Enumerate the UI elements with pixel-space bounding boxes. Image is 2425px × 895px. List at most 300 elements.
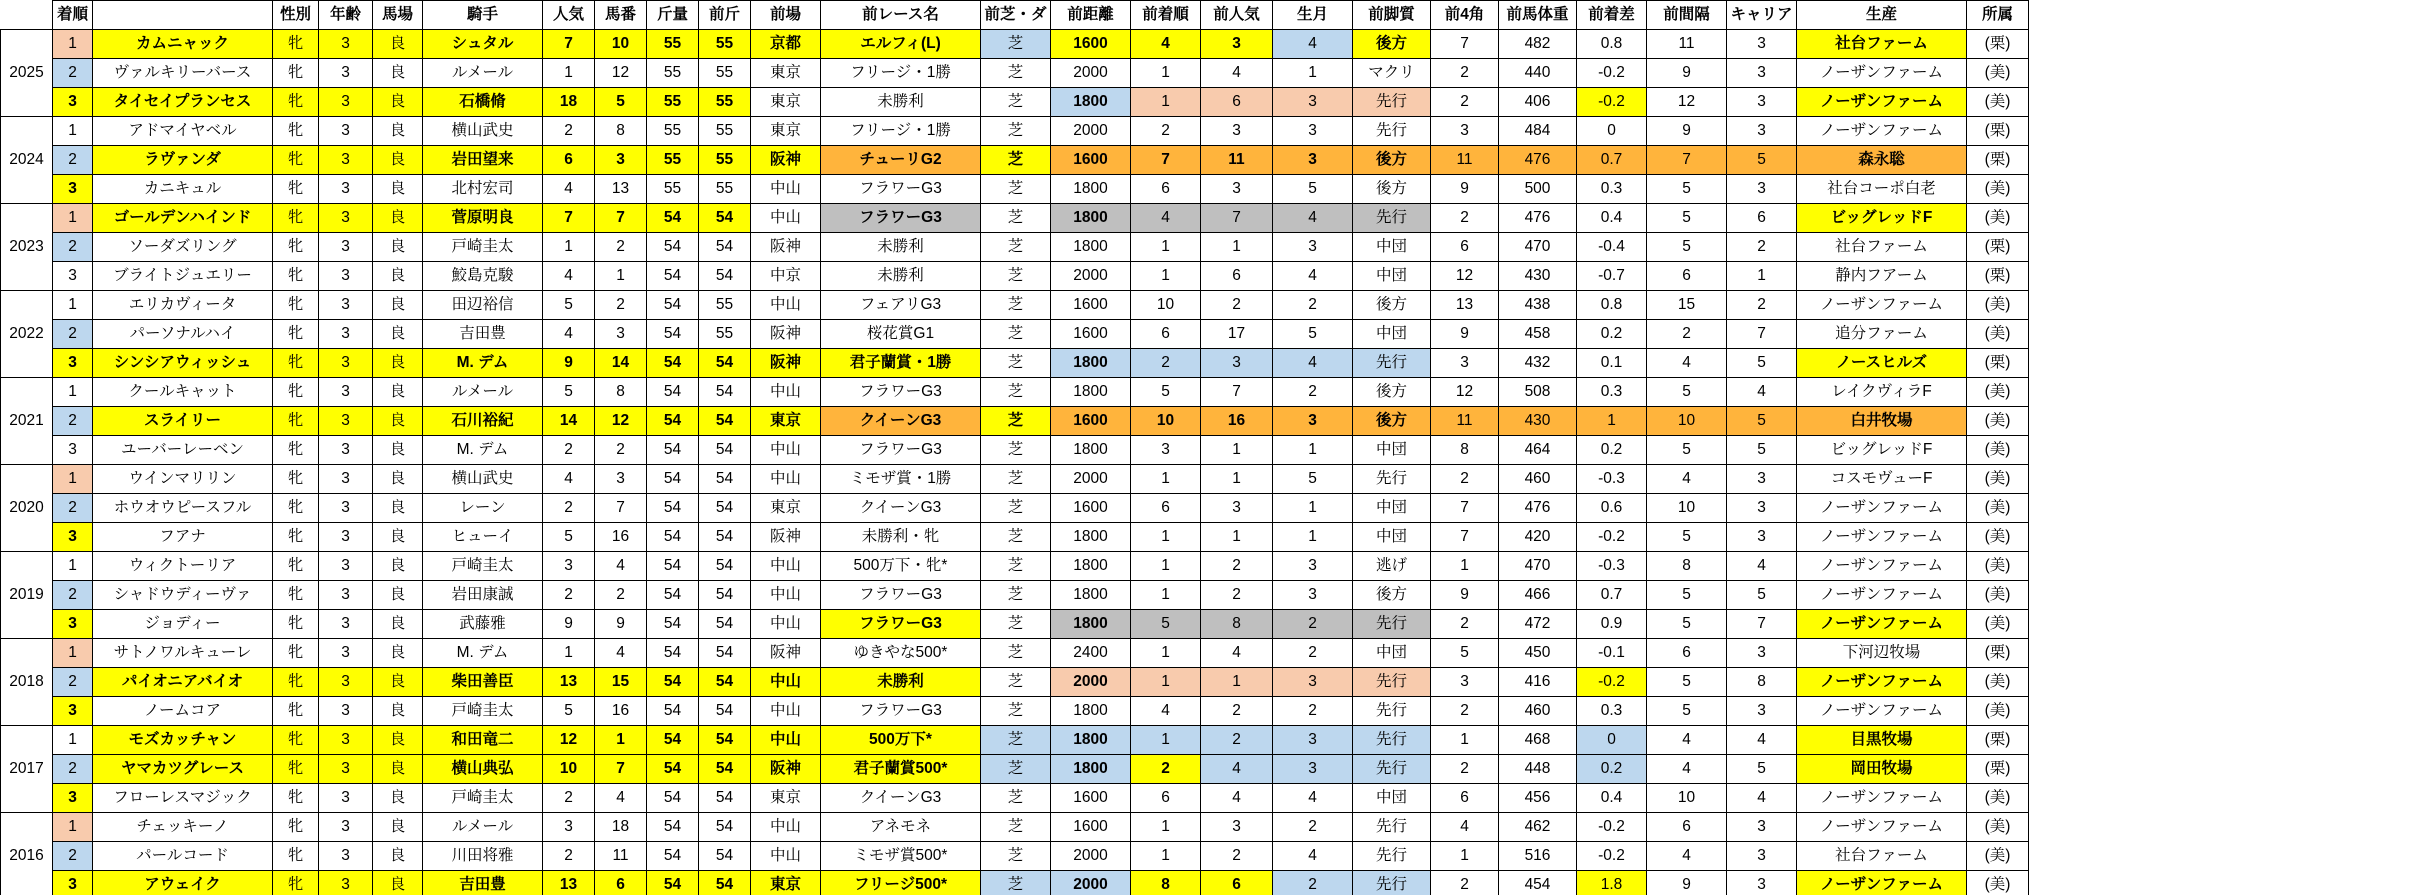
cell-horse-name: アドマイヤベル	[93, 117, 273, 146]
cell-popularity: 9	[543, 610, 595, 639]
cell-stable: (美)	[1967, 842, 2029, 871]
cell-prev-finish: 2	[1131, 755, 1201, 784]
table-row[interactable]	[1, 784, 2029, 813]
cell-prev-running-style: 後方	[1353, 175, 1431, 204]
cell-jockey: 岩田康誠	[423, 581, 543, 610]
cell-prev-venue: 京都	[751, 30, 821, 59]
cell-prev-corner4: 2	[1431, 755, 1499, 784]
table-row[interactable]	[1, 523, 2029, 552]
cell-horse-name: シンシアウィッシュ	[93, 349, 273, 378]
cell-prev-margin: -0.3	[1577, 552, 1647, 581]
table-row[interactable]	[1, 146, 2029, 175]
cell-prev-weight-carried: 54	[699, 784, 751, 813]
cell-stable: (美)	[1967, 320, 2029, 349]
table-row[interactable]	[1, 436, 2029, 465]
cell-baba: 良	[373, 697, 423, 726]
cell-jockey: 田辺裕信	[423, 291, 543, 320]
cell-prev-corner4: 11	[1431, 407, 1499, 436]
table-row[interactable]	[1, 233, 2029, 262]
cell-breeder: 社台コーポ白老	[1797, 175, 1967, 204]
cell-career: 3	[1727, 59, 1797, 88]
cell-rank: 3	[53, 175, 93, 204]
table-row[interactable]	[1, 349, 2029, 378]
cell-age: 3	[319, 552, 373, 581]
cell-jockey: M. デム	[423, 639, 543, 668]
cell-rank: 2	[53, 320, 93, 349]
cell-prev-body-weight: 476	[1499, 204, 1577, 233]
cell-prev-popularity: 1	[1201, 523, 1273, 552]
cell-rank: 2	[53, 842, 93, 871]
cell-weight-carried: 54	[647, 639, 699, 668]
cell-rank: 2	[53, 755, 93, 784]
cell-prev-popularity: 3	[1201, 117, 1273, 146]
cell-prev-finish: 3	[1131, 436, 1201, 465]
cell-breeder: ノーザンファーム	[1797, 697, 1967, 726]
cell-horse-number: 18	[595, 813, 647, 842]
cell-jockey: レーン	[423, 494, 543, 523]
cell-stable: (美)	[1967, 436, 2029, 465]
cell-prev-body-weight: 432	[1499, 349, 1577, 378]
cell-prev-running-style: 逃げ	[1353, 552, 1431, 581]
cell-age: 3	[319, 523, 373, 552]
table-row[interactable]	[1, 639, 2029, 668]
cell-prev-surface: 芝	[981, 349, 1051, 378]
cell-horse-name: パイオニアバイオ	[93, 668, 273, 697]
cell-horse-name: エリカヴィータ	[93, 291, 273, 320]
cell-prev-finish: 1	[1131, 465, 1201, 494]
table-row[interactable]	[1, 320, 2029, 349]
table-row[interactable]	[1, 465, 2029, 494]
cell-jockey: 北村宏司	[423, 175, 543, 204]
cell-prev-distance: 1800	[1051, 581, 1131, 610]
cell-popularity: 5	[543, 291, 595, 320]
table-row[interactable]	[1, 262, 2029, 291]
cell-prev-finish: 1	[1131, 262, 1201, 291]
cell-age: 3	[319, 639, 373, 668]
cell-prev-finish: 7	[1131, 146, 1201, 175]
cell-prev-race-name: フラワーG3	[821, 610, 981, 639]
cell-prev-weight-carried: 54	[699, 581, 751, 610]
table-row[interactable]	[1, 552, 2029, 581]
cell-sex: 牝	[273, 668, 319, 697]
cell-prev-race-name: エルフィ(L)	[821, 30, 981, 59]
cell-prev-surface: 芝	[981, 494, 1051, 523]
cell-prev-weight-carried: 54	[699, 465, 751, 494]
cell-prev-body-weight: 466	[1499, 581, 1577, 610]
cell-prev-popularity: 1	[1201, 436, 1273, 465]
table-row[interactable]	[1, 204, 2029, 233]
cell-breeder: 目黒牧場	[1797, 726, 1967, 755]
cell-prev-body-weight: 460	[1499, 465, 1577, 494]
cell-stable: (栗)	[1967, 146, 2029, 175]
cell-horse-name: スライリー	[93, 407, 273, 436]
cell-age: 3	[319, 88, 373, 117]
cell-prev-body-weight: 476	[1499, 146, 1577, 175]
cell-horse-number: 11	[595, 842, 647, 871]
cell-baba: 良	[373, 610, 423, 639]
cell-career: 3	[1727, 697, 1797, 726]
table-row[interactable]	[1, 117, 2029, 146]
cell-breeder: 白井牧場	[1797, 407, 1967, 436]
cell-popularity: 13	[543, 871, 595, 895]
cell-career: 3	[1727, 639, 1797, 668]
cell-prev-weight-carried: 54	[699, 610, 751, 639]
cell-prev-body-weight: 484	[1499, 117, 1577, 146]
cell-prev-race-name: フェアリG3	[821, 291, 981, 320]
cell-prev-corner4: 2	[1431, 88, 1499, 117]
cell-horse-name: ラヴァンダ	[93, 146, 273, 175]
cell-prev-race-name: ミモザ賞500*	[821, 842, 981, 871]
cell-stable: (美)	[1967, 175, 2029, 204]
cell-stable: (美)	[1967, 697, 2029, 726]
cell-stable: (美)	[1967, 523, 2029, 552]
cell-prev-interval: 11	[1647, 30, 1727, 59]
cell-prev-running-style: 中団	[1353, 639, 1431, 668]
cell-prev-margin: 0.2	[1577, 436, 1647, 465]
cell-year: 2018	[1, 639, 53, 726]
cell-weight-carried: 54	[647, 668, 699, 697]
column-header-17: 生月	[1273, 1, 1353, 30]
cell-stable: (美)	[1967, 813, 2029, 842]
table-row[interactable]	[1, 407, 2029, 436]
cell-prev-margin: 0	[1577, 117, 1647, 146]
cell-prev-venue: 東京	[751, 871, 821, 895]
cell-stable: (美)	[1967, 581, 2029, 610]
cell-prev-interval: 4	[1647, 349, 1727, 378]
cell-prev-margin: 1	[1577, 407, 1647, 436]
cell-birth-month: 2	[1273, 291, 1353, 320]
cell-prev-race-name: フラワーG3	[821, 581, 981, 610]
cell-prev-running-style: 先行	[1353, 204, 1431, 233]
cell-prev-popularity: 1	[1201, 668, 1273, 697]
cell-jockey: ルメール	[423, 378, 543, 407]
cell-stable: (栗)	[1967, 349, 2029, 378]
cell-age: 3	[319, 581, 373, 610]
cell-sex: 牝	[273, 726, 319, 755]
cell-prev-race-name: フリージ・1勝	[821, 59, 981, 88]
cell-prev-margin: 0.8	[1577, 291, 1647, 320]
cell-prev-interval: 15	[1647, 291, 1727, 320]
cell-sex: 牝	[273, 784, 319, 813]
cell-prev-body-weight: 462	[1499, 813, 1577, 842]
cell-prev-distance: 2000	[1051, 668, 1131, 697]
cell-jockey: 戸崎圭太	[423, 697, 543, 726]
cell-prev-race-name: チューリG2	[821, 146, 981, 175]
cell-horse-number: 2	[595, 581, 647, 610]
cell-birth-month: 2	[1273, 871, 1353, 895]
cell-prev-body-weight: 416	[1499, 668, 1577, 697]
cell-prev-body-weight: 456	[1499, 784, 1577, 813]
cell-birth-month: 4	[1273, 262, 1353, 291]
cell-sex: 牝	[273, 233, 319, 262]
cell-stable: (美)	[1967, 668, 2029, 697]
cell-sex: 牝	[273, 262, 319, 291]
cell-prev-running-style: 先行	[1353, 610, 1431, 639]
cell-popularity: 2	[543, 494, 595, 523]
cell-age: 3	[319, 204, 373, 233]
cell-baba: 良	[373, 59, 423, 88]
column-header-5: 馬場	[373, 1, 423, 30]
cell-birth-month: 3	[1273, 117, 1353, 146]
cell-prev-popularity: 6	[1201, 88, 1273, 117]
cell-weight-carried: 54	[647, 552, 699, 581]
cell-prev-venue: 中山	[751, 813, 821, 842]
cell-prev-running-style: 後方	[1353, 30, 1431, 59]
column-header-22: 前間隔	[1647, 1, 1727, 30]
table-row[interactable]	[1, 842, 2029, 871]
cell-prev-finish: 4	[1131, 30, 1201, 59]
cell-prev-weight-carried: 54	[699, 523, 751, 552]
cell-prev-corner4: 2	[1431, 204, 1499, 233]
column-header-13: 前芝・ダ	[981, 1, 1051, 30]
cell-weight-carried: 55	[647, 88, 699, 117]
cell-prev-running-style: 先行	[1353, 871, 1431, 895]
cell-baba: 良	[373, 523, 423, 552]
cell-horse-number: 16	[595, 697, 647, 726]
cell-baba: 良	[373, 349, 423, 378]
cell-horse-number: 1	[595, 726, 647, 755]
cell-birth-month: 2	[1273, 378, 1353, 407]
cell-horse-name: カムニャック	[93, 30, 273, 59]
column-header-24: 生産	[1797, 1, 1967, 30]
cell-prev-body-weight: 448	[1499, 755, 1577, 784]
column-header-21: 前着差	[1577, 1, 1647, 30]
cell-prev-interval: 6	[1647, 813, 1727, 842]
cell-sex: 牝	[273, 30, 319, 59]
cell-prev-margin: 0.9	[1577, 610, 1647, 639]
cell-prev-finish: 10	[1131, 407, 1201, 436]
cell-breeder: 静内フアーム	[1797, 262, 1967, 291]
cell-prev-venue: 中山	[751, 697, 821, 726]
cell-prev-surface: 芝	[981, 204, 1051, 233]
cell-sex: 牝	[273, 320, 319, 349]
cell-prev-venue: 阪神	[751, 320, 821, 349]
cell-prev-running-style: 先行	[1353, 88, 1431, 117]
cell-prev-finish: 1	[1131, 842, 1201, 871]
cell-weight-carried: 54	[647, 755, 699, 784]
table-row[interactable]	[1, 871, 2029, 895]
cell-rank: 2	[53, 407, 93, 436]
column-header-8: 馬番	[595, 1, 647, 30]
cell-prev-venue: 中山	[751, 436, 821, 465]
cell-prev-surface: 芝	[981, 871, 1051, 895]
cell-baba: 良	[373, 320, 423, 349]
cell-prev-weight-carried: 55	[699, 146, 751, 175]
cell-prev-running-style: 後方	[1353, 146, 1431, 175]
table-row[interactable]	[1, 291, 2029, 320]
cell-prev-margin: 0.4	[1577, 784, 1647, 813]
cell-prev-distance: 1800	[1051, 552, 1131, 581]
cell-prev-body-weight: 464	[1499, 436, 1577, 465]
column-header-11: 前場	[751, 1, 821, 30]
cell-prev-running-style: 先行	[1353, 668, 1431, 697]
cell-popularity: 5	[543, 697, 595, 726]
cell-jockey: 石川裕紀	[423, 407, 543, 436]
cell-baba: 良	[373, 755, 423, 784]
cell-prev-distance: 1800	[1051, 436, 1131, 465]
cell-prev-running-style: 先行	[1353, 813, 1431, 842]
cell-stable: (栗)	[1967, 30, 2029, 59]
cell-jockey: 鮫島克駿	[423, 262, 543, 291]
cell-prev-corner4: 2	[1431, 465, 1499, 494]
cell-prev-popularity: 2	[1201, 842, 1273, 871]
cell-prev-running-style: 後方	[1353, 407, 1431, 436]
cell-prev-race-name: 500万下*	[821, 726, 981, 755]
table-row[interactable]	[1, 581, 2029, 610]
cell-rank: 3	[53, 88, 93, 117]
cell-horse-name: ホウオウピースフル	[93, 494, 273, 523]
cell-birth-month: 4	[1273, 842, 1353, 871]
cell-horse-name: ノームコア	[93, 697, 273, 726]
cell-prev-interval: 10	[1647, 784, 1727, 813]
cell-prev-running-style: マクリ	[1353, 59, 1431, 88]
cell-prev-interval: 4	[1647, 842, 1727, 871]
cell-career: 4	[1727, 552, 1797, 581]
cell-prev-distance: 2000	[1051, 262, 1131, 291]
cell-prev-running-style: 中団	[1353, 523, 1431, 552]
cell-prev-weight-carried: 54	[699, 842, 751, 871]
cell-baba: 良	[373, 117, 423, 146]
cell-stable: (美)	[1967, 407, 2029, 436]
cell-stable: (美)	[1967, 871, 2029, 895]
cell-prev-weight-carried: 54	[699, 378, 751, 407]
cell-rank: 1	[53, 117, 93, 146]
cell-rank: 1	[53, 465, 93, 494]
cell-career: 3	[1727, 30, 1797, 59]
cell-rank: 3	[53, 871, 93, 895]
cell-career: 6	[1727, 204, 1797, 233]
cell-prev-finish: 1	[1131, 552, 1201, 581]
cell-sex: 牝	[273, 755, 319, 784]
table-row[interactable]	[1, 378, 2029, 407]
cell-stable: (美)	[1967, 88, 2029, 117]
cell-baba: 良	[373, 378, 423, 407]
table-row[interactable]	[1, 668, 2029, 697]
cell-prev-surface: 芝	[981, 436, 1051, 465]
cell-prev-finish: 5	[1131, 378, 1201, 407]
cell-breeder: ノーザンファーム	[1797, 813, 1967, 842]
cell-prev-surface: 芝	[981, 668, 1051, 697]
cell-prev-margin: -0.2	[1577, 88, 1647, 117]
cell-prev-body-weight: 468	[1499, 726, 1577, 755]
cell-prev-body-weight: 482	[1499, 30, 1577, 59]
cell-prev-race-name: フラワーG3	[821, 697, 981, 726]
cell-prev-venue: 阪神	[751, 523, 821, 552]
cell-prev-popularity: 4	[1201, 639, 1273, 668]
cell-prev-weight-carried: 55	[699, 88, 751, 117]
cell-prev-corner4: 8	[1431, 436, 1499, 465]
cell-weight-carried: 54	[647, 842, 699, 871]
column-header-0	[1, 1, 53, 30]
cell-baba: 良	[373, 465, 423, 494]
table-row[interactable]	[1, 30, 2029, 59]
cell-stable: (栗)	[1967, 639, 2029, 668]
cell-prev-corner4: 9	[1431, 320, 1499, 349]
cell-jockey: 和田竜二	[423, 726, 543, 755]
cell-career: 3	[1727, 88, 1797, 117]
cell-stable: (栗)	[1967, 117, 2029, 146]
table-row[interactable]	[1, 813, 2029, 842]
cell-prev-distance: 2000	[1051, 59, 1131, 88]
cell-popularity: 4	[543, 465, 595, 494]
cell-prev-margin: 0.3	[1577, 697, 1647, 726]
column-header-16: 前人気	[1201, 1, 1273, 30]
cell-sex: 牝	[273, 204, 319, 233]
cell-baba: 良	[373, 30, 423, 59]
cell-prev-running-style: 後方	[1353, 291, 1431, 320]
cell-jockey: M. デム	[423, 349, 543, 378]
cell-prev-corner4: 6	[1431, 233, 1499, 262]
cell-rank: 3	[53, 262, 93, 291]
cell-stable: (栗)	[1967, 726, 2029, 755]
cell-prev-running-style: 中団	[1353, 233, 1431, 262]
cell-rank: 2	[53, 59, 93, 88]
cell-prev-venue: 東京	[751, 117, 821, 146]
cell-career: 3	[1727, 175, 1797, 204]
cell-weight-carried: 54	[647, 204, 699, 233]
cell-prev-weight-carried: 55	[699, 320, 751, 349]
table-row[interactable]	[1, 494, 2029, 523]
cell-sex: 牝	[273, 494, 319, 523]
table-row[interactable]	[1, 88, 2029, 117]
cell-popularity: 4	[543, 175, 595, 204]
cell-breeder: ノーザンファーム	[1797, 88, 1967, 117]
table-row[interactable]	[1, 59, 2029, 88]
cell-career: 5	[1727, 407, 1797, 436]
cell-horse-number: 12	[595, 407, 647, 436]
cell-horse-name: ブライトジュエリー	[93, 262, 273, 291]
cell-rank: 3	[53, 349, 93, 378]
cell-baba: 良	[373, 494, 423, 523]
cell-career: 3	[1727, 871, 1797, 895]
table-row[interactable]	[1, 726, 2029, 755]
cell-prev-venue: 東京	[751, 494, 821, 523]
cell-prev-distance: 1600	[1051, 784, 1131, 813]
cell-jockey: 岩田望来	[423, 146, 543, 175]
cell-birth-month: 5	[1273, 175, 1353, 204]
cell-prev-interval: 5	[1647, 175, 1727, 204]
cell-prev-venue: 東京	[751, 407, 821, 436]
cell-jockey: 川田将雅	[423, 842, 543, 871]
cell-age: 3	[319, 726, 373, 755]
cell-prev-weight-carried: 54	[699, 639, 751, 668]
column-header-20: 前馬体重	[1499, 1, 1577, 30]
cell-prev-surface: 芝	[981, 523, 1051, 552]
table-row[interactable]	[1, 610, 2029, 639]
cell-horse-name: ヤマカツグレース	[93, 755, 273, 784]
cell-age: 3	[319, 349, 373, 378]
cell-birth-month: 4	[1273, 784, 1353, 813]
table-row[interactable]	[1, 697, 2029, 726]
cell-horse-name: サトノワルキューレ	[93, 639, 273, 668]
cell-prev-distance: 1800	[1051, 523, 1131, 552]
cell-prev-margin: 0.6	[1577, 494, 1647, 523]
cell-prev-weight-carried: 54	[699, 755, 751, 784]
cell-prev-surface: 芝	[981, 175, 1051, 204]
cell-prev-race-name: クイーンG3	[821, 494, 981, 523]
table-row[interactable]	[1, 175, 2029, 204]
cell-prev-distance: 1800	[1051, 349, 1131, 378]
cell-weight-carried: 55	[647, 30, 699, 59]
table-row[interactable]	[1, 755, 2029, 784]
cell-prev-race-name: ゆきやな500*	[821, 639, 981, 668]
cell-career: 8	[1727, 668, 1797, 697]
cell-horse-number: 4	[595, 639, 647, 668]
cell-prev-interval: 5	[1647, 523, 1727, 552]
cell-prev-margin: -0.4	[1577, 233, 1647, 262]
cell-breeder: ノーザンファーム	[1797, 117, 1967, 146]
cell-prev-race-name: 未勝利	[821, 668, 981, 697]
